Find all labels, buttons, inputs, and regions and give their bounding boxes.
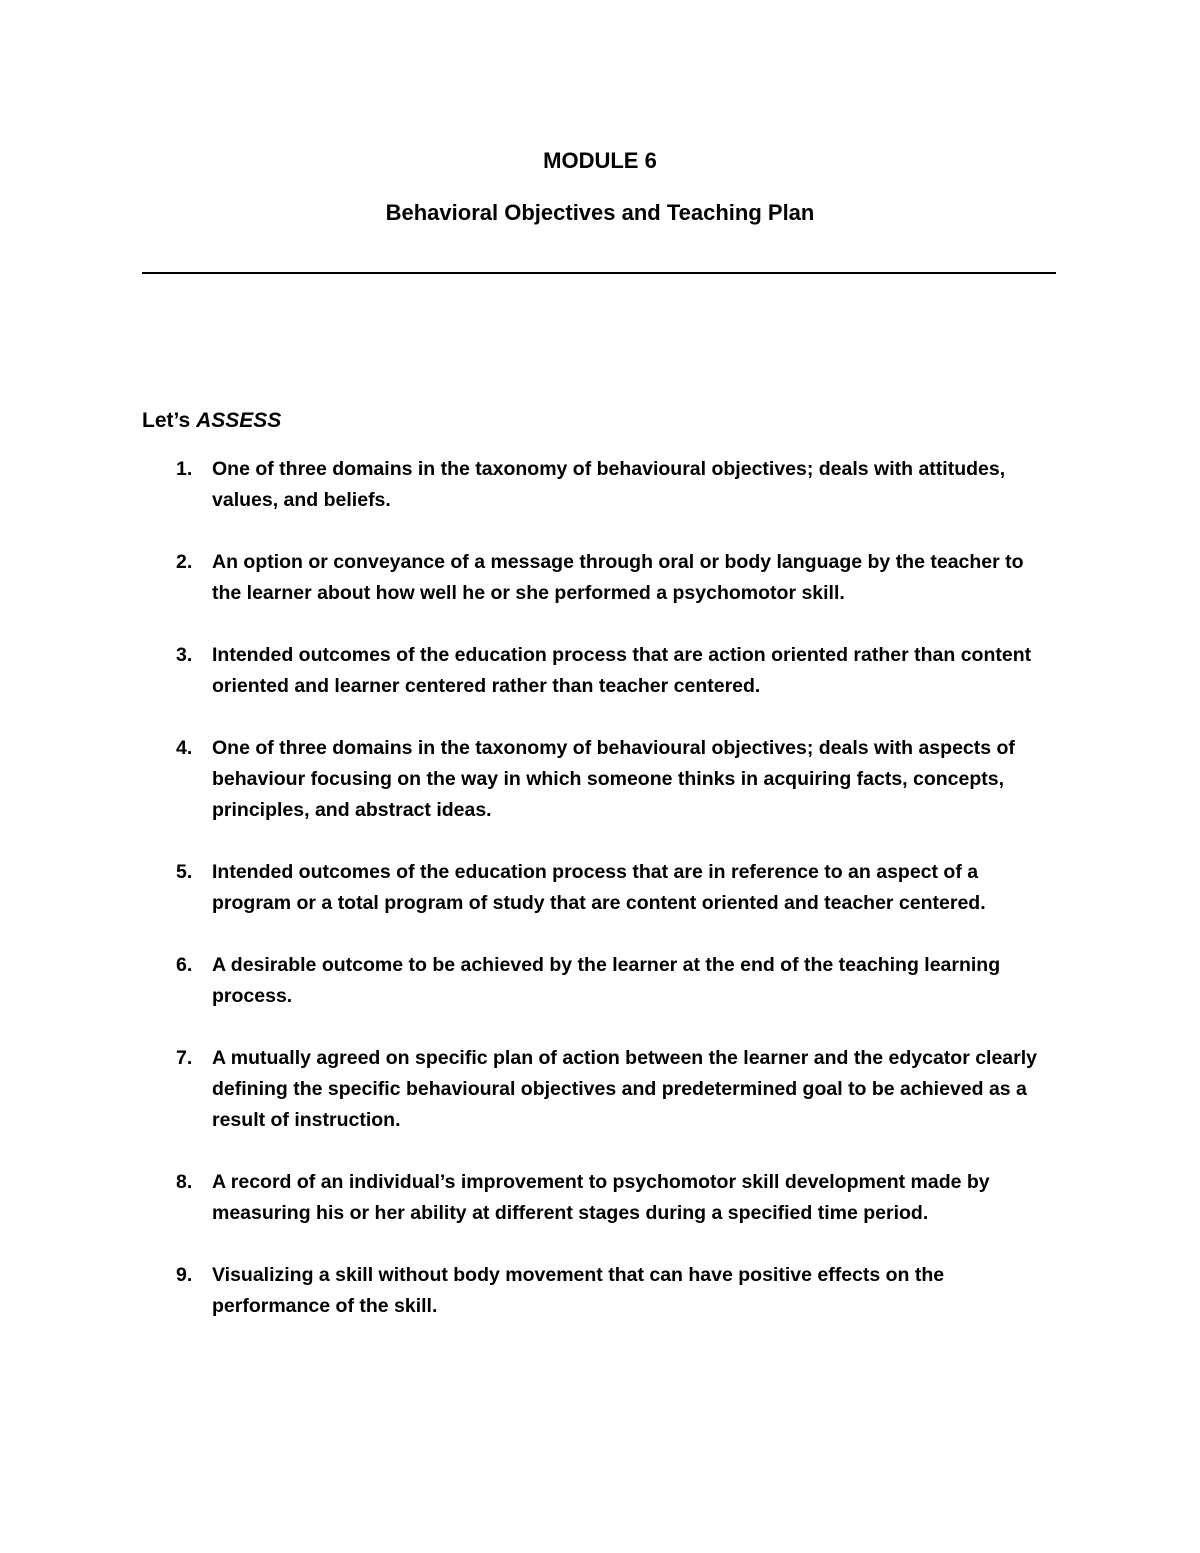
question-number: 3. — [176, 644, 193, 666]
question-number: 8. — [176, 1171, 193, 1193]
question-text: Visualizing a skill without body movement that can have positive effects on the performance of the skill. — [212, 1264, 945, 1317]
question-item-4 — [142, 733, 1056, 826]
question-text: A desirable outcome to be achieved by the learner at the end of the teaching learning process. — [212, 954, 1001, 1007]
question-text: Intended outcomes of the education process that are in reference to an aspect of a program or a total program of study that are content oriented and teacher centered. — [212, 861, 986, 914]
question-text: A mutually agreed on specific plan of action between the learner and the edycator clearly defining the specific behavioural objectives and predetermined goal to be achieved as a result of instruction. — [212, 1047, 1038, 1131]
section-heading-prefix: Let’s — [142, 409, 197, 432]
question-number: 5. — [176, 861, 193, 883]
question-number: 7. — [176, 1047, 193, 1069]
section-heading-emphasis: ASSESS — [196, 409, 282, 432]
question-item-7 — [142, 1043, 1056, 1136]
question-item-9 — [142, 1260, 1056, 1322]
question-item-1 — [142, 454, 1056, 516]
question-item-3 — [142, 640, 1056, 702]
question-text: An option or conveyance of a message through oral or body language by the teacher to the learner about how well he or she performed a psychomotor skill. — [212, 551, 1024, 604]
question-text: A record of an individual’s improvement to psychomotor skill development made by measuring his or her ability at different stages during a specified time period. — [212, 1171, 990, 1224]
question-text: One of three domains in the taxonomy of behavioural objectives; deals with attitudes, values, and beliefs. — [212, 458, 1006, 511]
module-subtitle: Behavioral Objectives and Teaching Plan — [385, 200, 815, 225]
question-number: 6. — [176, 954, 193, 976]
question-item-5 — [142, 857, 1056, 919]
module-title: MODULE 6 — [543, 148, 657, 173]
question-number: 4. — [176, 737, 193, 759]
question-number: 2. — [176, 551, 193, 573]
question-item-2 — [142, 547, 1056, 609]
section-heading — [142, 406, 281, 436]
question-text: Intended outcomes of the education process that are action oriented rather than content oriented and learner centered rather than teacher centered. — [212, 644, 1032, 697]
question-list — [142, 454, 1056, 1353]
question-item-8 — [142, 1167, 1056, 1229]
horizontal-rule — [142, 272, 1056, 274]
question-text: One of three domains in the taxonomy of behavioural objectives; deals with aspects of behaviour focusing on the way in which someone thinks in acquiring facts, concepts, principles, and abstract ideas. — [212, 737, 1015, 821]
question-item-6 — [142, 950, 1056, 1012]
question-number: 1. — [176, 458, 193, 480]
question-number: 9. — [176, 1264, 193, 1286]
